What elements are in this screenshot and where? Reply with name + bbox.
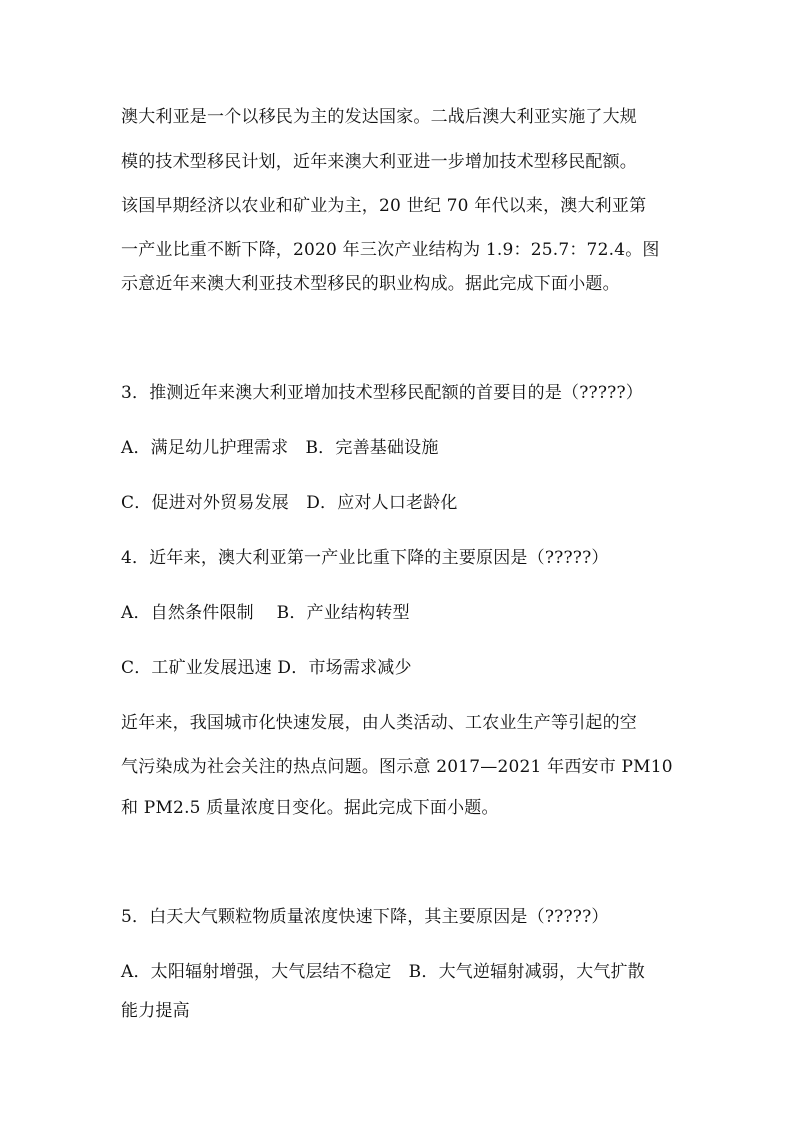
passage1-line-3: 该国早期经济以农业和矿业为主，20 世纪 70 年代以来，澳大利亚第 <box>121 196 647 216</box>
passage2-line-3: 和 PM2.5 质量浓度日变化。据此完成下面小题。 <box>121 798 499 818</box>
passage2-line-2: 气污染成为社会关注的热点问题。图示意 2017—2021 年西安市 PM10 <box>121 757 673 777</box>
q4-options-cd: C．工矿业发展迅速 D．市场需求减少 <box>121 658 412 678</box>
passage1-line-1: 澳大利亚是一个以移民为主的发达国家。二战后澳大利亚实施了大规 <box>121 107 637 127</box>
q4-options-ab: A．自然条件限制 B．产业结构转型 <box>121 603 410 623</box>
q3-stem: 3．推测近年来澳大利亚增加技术型移民配额的首要目的是（?????） <box>121 383 643 403</box>
passage2-line-1: 近年来，我国城市化快速发展，由人类活动、工农业生产等引起的空 <box>121 713 637 733</box>
q5-options-ab: A．太阳辐射增强，大气层结不稳定 B．大气逆辐射减弱，大气扩散 <box>121 962 645 982</box>
q3-options-cd: C．促进对外贸易发展 D．应对人口老龄化 <box>121 493 458 513</box>
q3-options-ab: A．满足幼儿护理需求 B．完善基础设施 <box>121 438 439 458</box>
q5-stem: 5．白天大气颗粒物质量浓度快速下降，其主要原因是（?????） <box>121 907 609 927</box>
q4-stem: 4．近年来，澳大利亚第一产业比重下降的主要原因是（?????） <box>121 548 609 568</box>
passage1-line-2: 模的技术型移民计划，近年来澳大利亚进一步增加技术型移民配额。 <box>121 152 637 172</box>
passage1-line-4: 一产业比重不断下降，2020 年三次产业结构为 1.9：25.7：72.4。图 <box>121 240 660 260</box>
passage1-line-5: 示意近年来澳大利亚技术型移民的职业构成。据此完成下面小题。 <box>121 274 620 294</box>
q5-options-continued: 能力提高 <box>121 1001 190 1021</box>
